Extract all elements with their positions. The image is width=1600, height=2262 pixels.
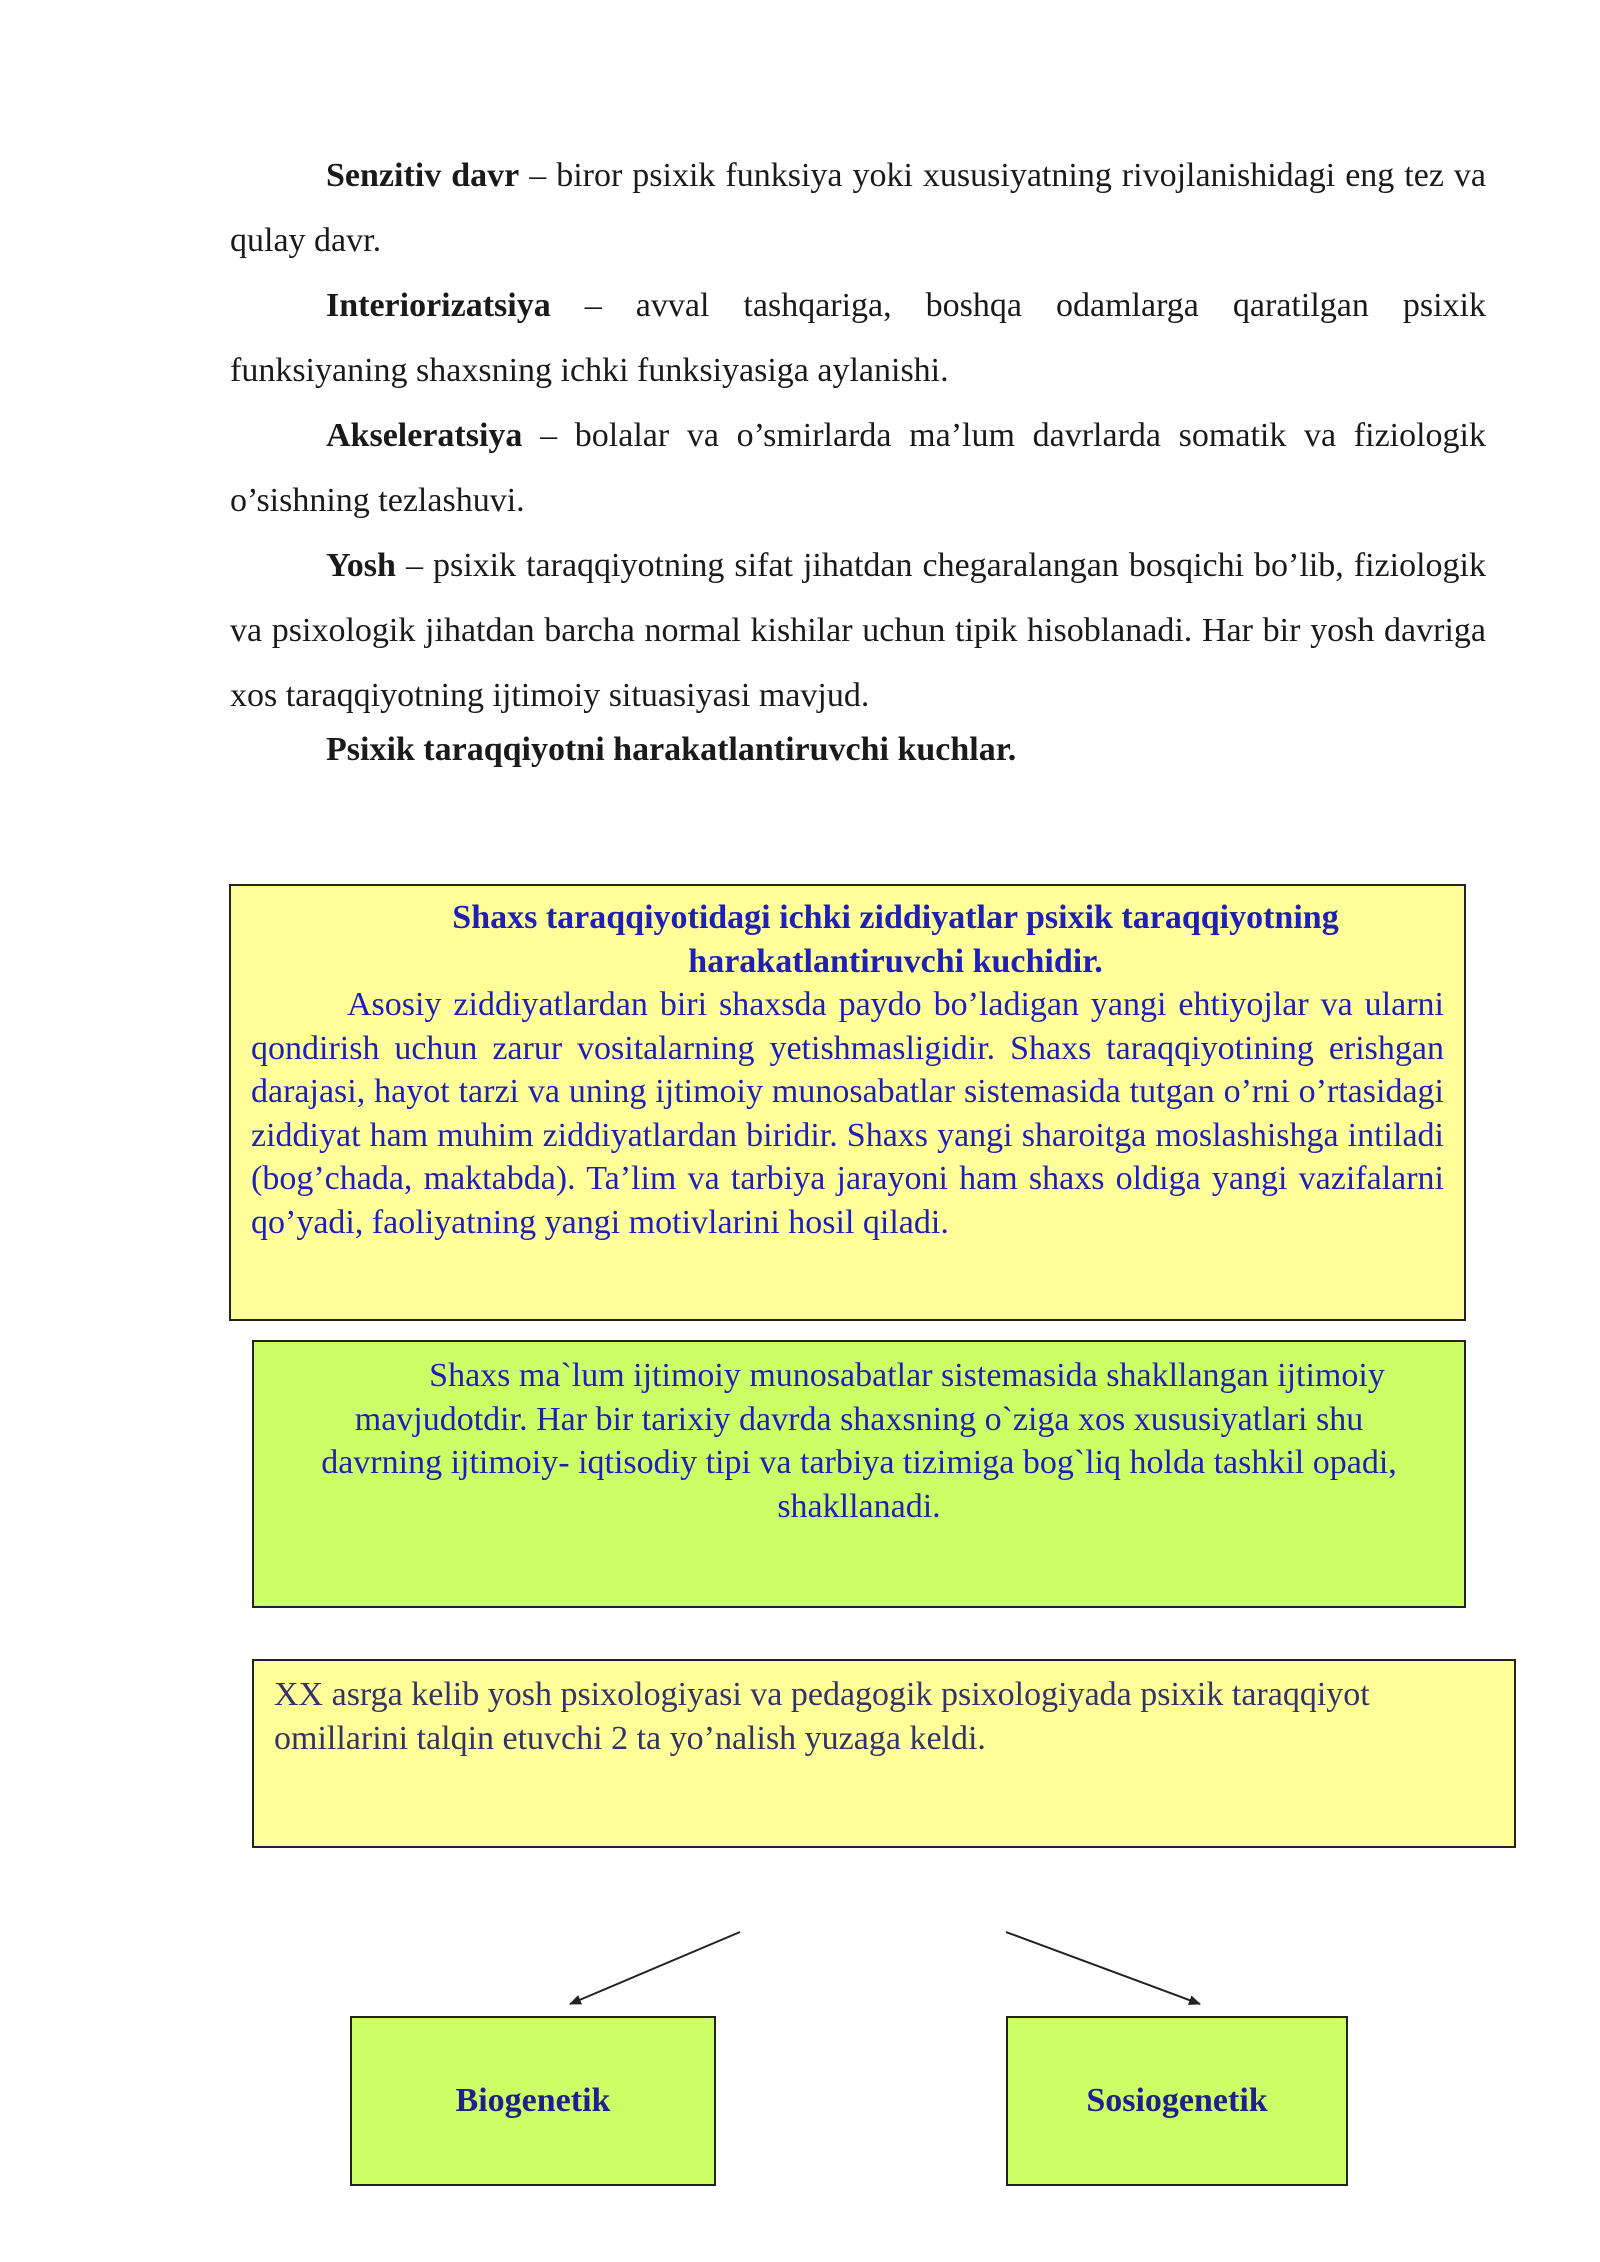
social-being-box: [252, 1340, 1466, 1608]
definition-text: psixik taraqqiyotning sifat jihatdan chegaralangan bosqichi bo’lib, fiziologik va psixologik jihatdan barcha normal kishilar uchun tipik hisoblanadi. Har bir yosh davriga xos taraqqiyotning ijtimoiy situasiyasi mavjud.: [230, 547, 1486, 714]
definition-text: bolalar va o’smirlarda ma’lum davrlarda somatik va fiziologik o’sishning tezlashuvi.: [230, 417, 1486, 519]
branch-label: Biogenetik: [455, 2082, 611, 2119]
box-body: Asosiy ziddiyatlardan biri shaxsda paydo bo’ladigan yangi ehtiyojlar va ularni qondirish uchun zarur vositalarning yetishmasligidir. Shaxs taraqqiyotining erishgan darajasi, hayot tarzi va uning ijtimoiy munosabatlar sistemasida tutgan o’rni o’rtasidagi ziddiyat ham muhim ziddiyatlardan biridir. Shaxs yangi sharoitga moslashishga intiladi (bog’chada, maktabda). Ta’lim va tarbiya jarayoni ham shaxs oldiga yangi vazifalarni qo’yadi, faoliyatning yangi motivlarini hosil qiladi.: [251, 986, 1444, 1241]
arrow-left: [570, 1932, 740, 2004]
separator: –: [395, 547, 433, 584]
definition-interiorizatsiya: [230, 273, 1486, 403]
term: Senzitiv davr: [326, 157, 520, 194]
box-title: Shaxs taraqqiyotidagi ichki ziddiyatlar psixik taraqqiyotning harakatlantiruvchi kuchidir.: [452, 899, 1339, 980]
term: Akseleratsiya: [326, 417, 523, 454]
sosiogenetik-box: [1006, 2016, 1348, 2186]
term: Interiorizatsiya: [326, 287, 551, 324]
separator: –: [550, 287, 636, 324]
term: Yosh: [326, 547, 396, 584]
separator: –: [522, 417, 575, 454]
box-text: Shaxs ma`lum ijtimoiy munosabatlar sistemasida shakllangan ijtimoiy mavjudotdir. Har bir tarixiy davrda shaxsning o`ziga xos xususiyatlari shu davrning ijtimoiy- iqtisodiy tipi va tarbiya tizimiga bog`liq holda tashkil opadi, shakllanadi.: [321, 1357, 1397, 1525]
separator: –: [519, 157, 557, 194]
definition-text: biror psixik funksiya yoki xususiyatning rivojlanishidagi eng tez va qulay davr.: [230, 157, 1487, 259]
biogenetik-box: [350, 2016, 716, 2186]
definition-text: avval tashqariga, boshqa odamlarga qaratilgan psixik funksiyaning shaxsning ichki funksiyasiga aylanishi.: [230, 287, 1487, 389]
box-text: XX asrga kelib yosh psixologiyasi va pedagogik psixologiyada psixik taraqqiyot omillarini talqin etuvchi 2 ta yo’nalish yuzaga keldi.: [274, 1676, 1370, 1757]
definition-akseleratsiya: [230, 403, 1486, 533]
internal-contradictions-box: [229, 884, 1466, 1321]
directions-box: [252, 1659, 1516, 1848]
branch-label: Sosiogenetik: [1086, 2082, 1268, 2119]
definition-yosh: [230, 533, 1486, 728]
section-heading: Psixik taraqqiyotni harakatlantiruvchi kuchlar.: [326, 731, 1017, 768]
arrow-right: [1006, 1932, 1200, 2004]
definition-senzitiv: [230, 143, 1486, 273]
